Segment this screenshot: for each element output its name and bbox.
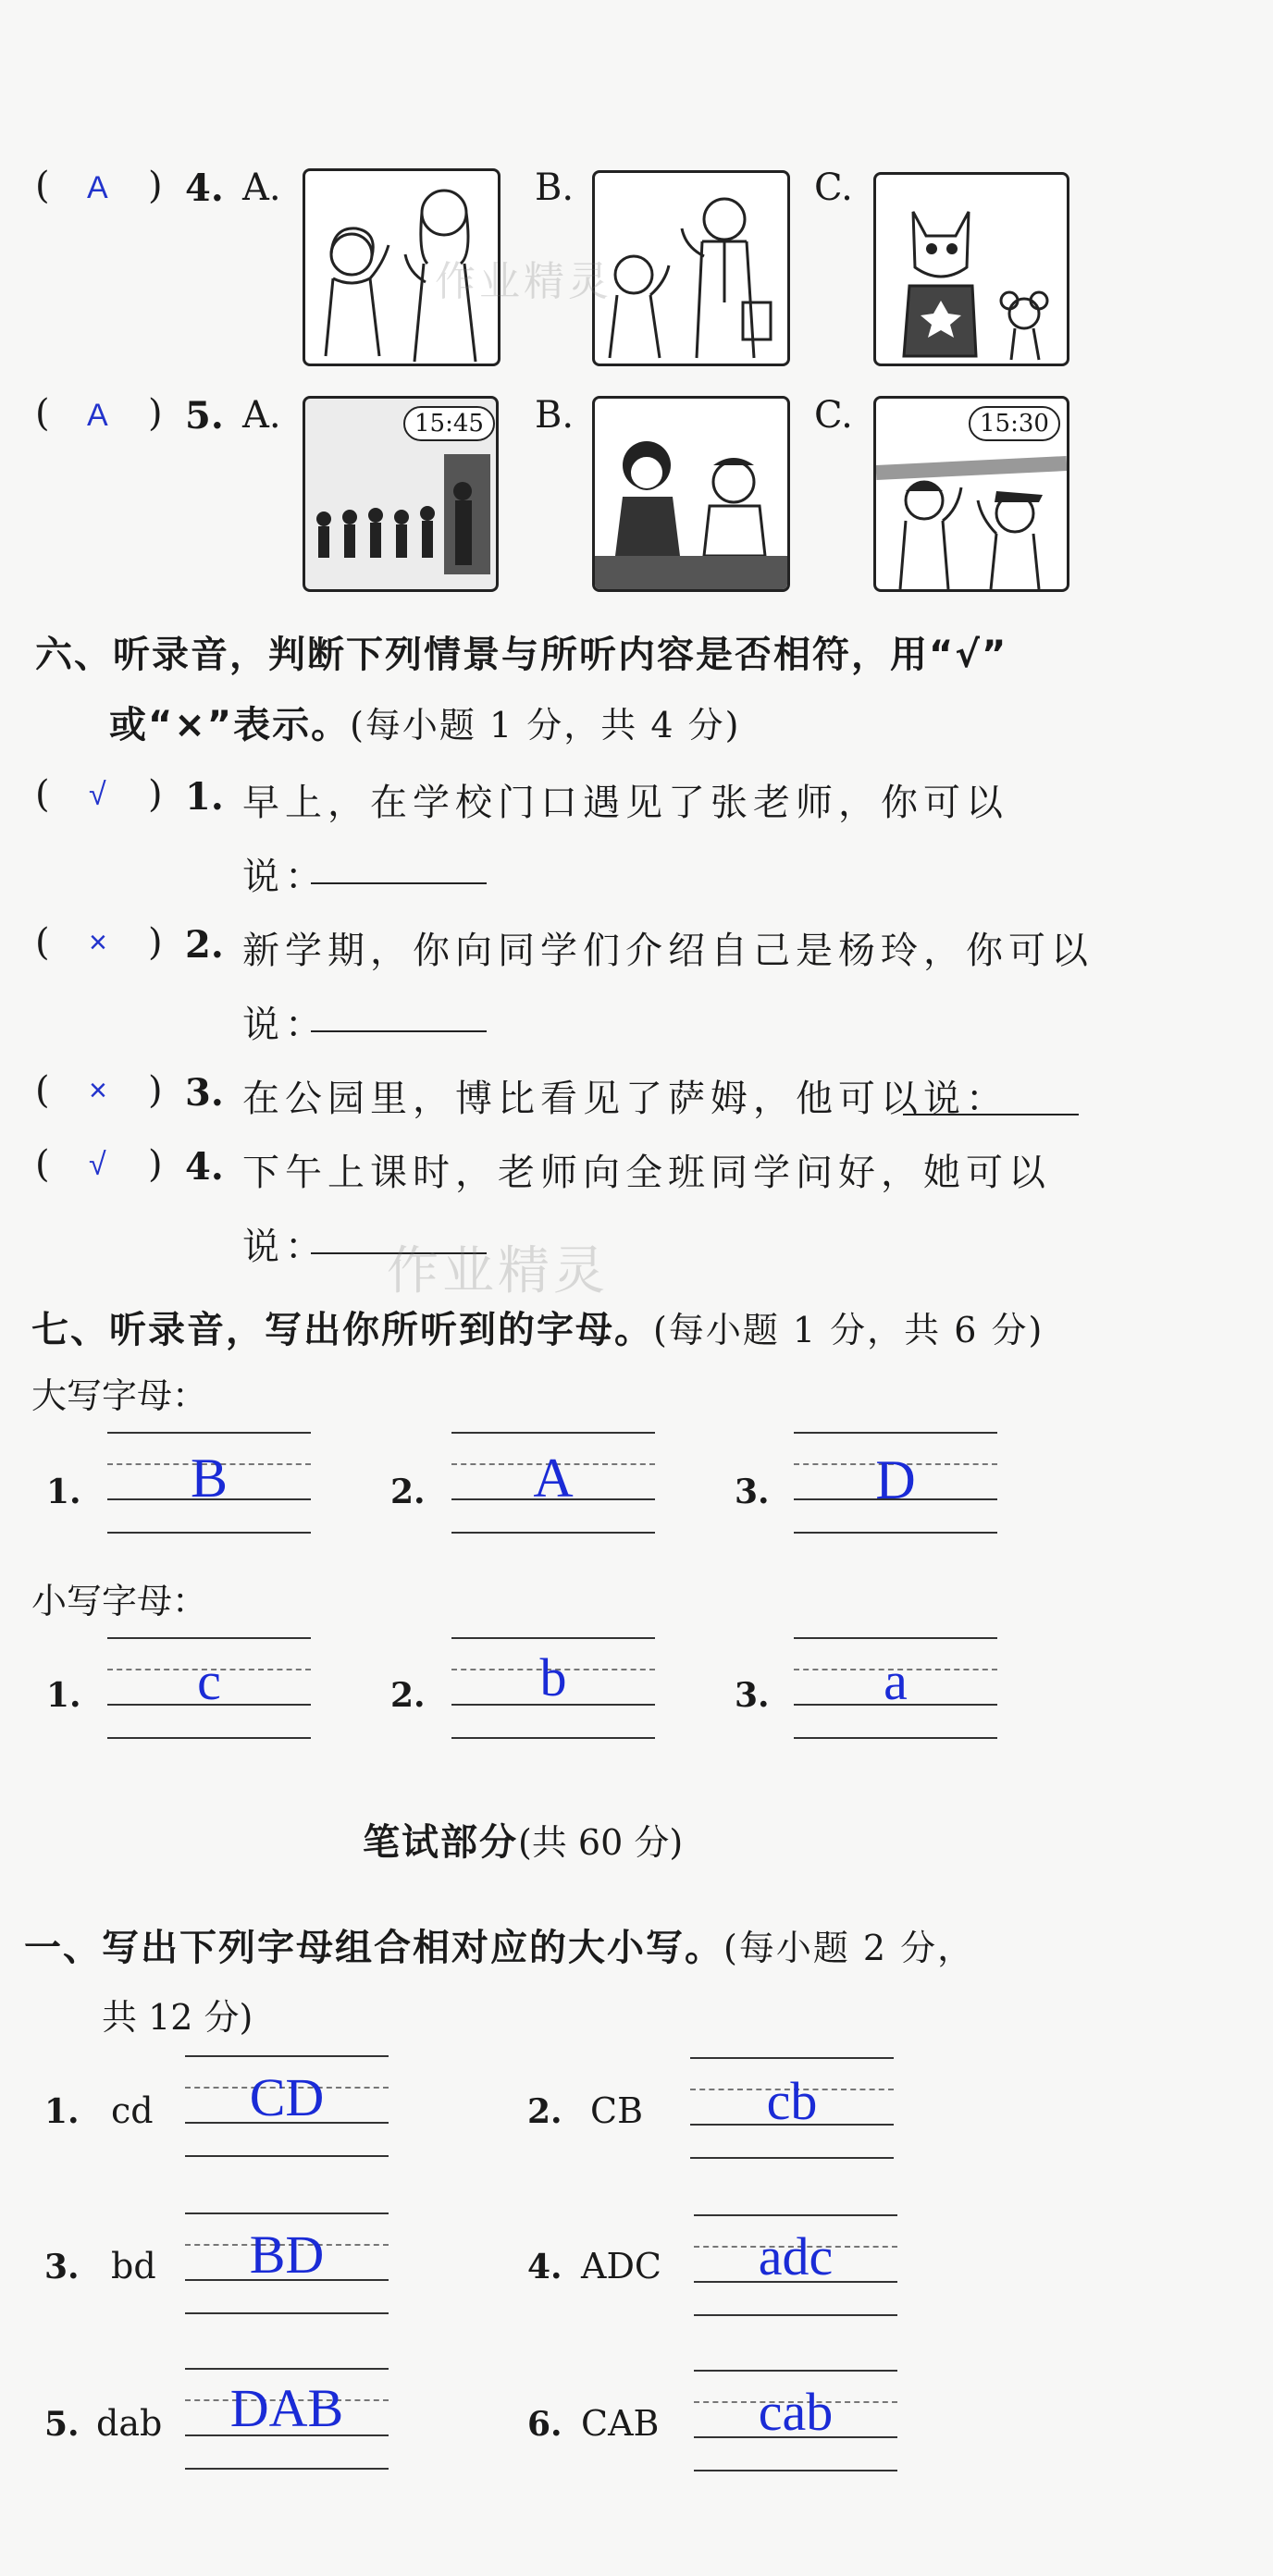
handwritten-answer: cb bbox=[766, 2071, 818, 2131]
writing-lines[interactable] bbox=[694, 2214, 897, 2316]
answer-mark: × bbox=[89, 925, 107, 960]
part1-title-line2: 共 12 分) bbox=[102, 1997, 253, 2038]
writing-lines[interactable] bbox=[690, 2057, 894, 2159]
question-number: 3. bbox=[185, 1071, 224, 1115]
watermark: 作业精灵 bbox=[387, 1241, 609, 1301]
option-a-label: A. bbox=[242, 394, 281, 437]
handwritten-answer: CD bbox=[249, 2067, 325, 2127]
handwritten-answer: BD bbox=[249, 2225, 325, 2285]
answer-mark: √ bbox=[89, 777, 106, 812]
question-number: 4. bbox=[185, 1145, 224, 1189]
handwritten-answer: adc bbox=[758, 2226, 834, 2286]
handwritten-answer: a bbox=[884, 1651, 908, 1711]
item-number: 1. bbox=[46, 1676, 81, 1715]
question-number: 2. bbox=[185, 923, 224, 967]
writing-lines[interactable] bbox=[185, 2368, 389, 2470]
item-number: 3. bbox=[44, 2248, 80, 2286]
handwritten-answer: B bbox=[190, 1448, 229, 1509]
writing-lines[interactable] bbox=[107, 1637, 311, 1739]
writing-lines[interactable] bbox=[794, 1432, 997, 1534]
answer-blank[interactable] bbox=[311, 1030, 487, 1032]
picture-students-at-school bbox=[303, 396, 499, 592]
close-paren: ) bbox=[148, 165, 163, 207]
question-text: 下午上课时，老师向全班同学问好，她可以 bbox=[242, 1152, 1051, 1194]
handwritten-answer: D bbox=[875, 1449, 916, 1510]
option-a-label: A. bbox=[242, 166, 281, 209]
question-text: 新学期，你向同学们介绍自己是杨玲，你可以 bbox=[242, 930, 1094, 972]
watermark: 作业精灵 bbox=[435, 258, 612, 305]
handwritten-answer: c bbox=[197, 1651, 221, 1711]
writing-lines[interactable] bbox=[451, 1432, 655, 1534]
section7-title: 七、听录音，写出你所听到的字母。(每小题 1 分，共 6 分) bbox=[31, 1309, 1044, 1351]
handwritten-answer: b bbox=[539, 1647, 567, 1707]
section6-title: 六、听录音，判断下列情景与所听内容是否相符，用“√” bbox=[35, 634, 1008, 676]
answer-mark: × bbox=[89, 1073, 107, 1108]
question-text: 早上，在学校门口遇见了张老师，你可以 bbox=[242, 782, 1008, 824]
writing-lines[interactable] bbox=[794, 1637, 997, 1739]
item-number: 6. bbox=[527, 2405, 562, 2444]
uppercase-label: 大写字母： bbox=[31, 1375, 208, 1416]
close-paren: ) bbox=[148, 392, 163, 435]
question-number: 1. bbox=[185, 775, 224, 819]
answer-blank[interactable] bbox=[903, 1114, 1079, 1115]
handwritten-answer: A bbox=[533, 1448, 574, 1509]
clock-label: 15:30 bbox=[969, 406, 1060, 441]
picture-two-boys-waving bbox=[873, 396, 1069, 592]
written-part-heading: 笔试部分(共 60 分) bbox=[363, 1821, 684, 1864]
part1-title: 一、写出下列字母组合相对应的大小写。(每小题 2 分， bbox=[24, 1927, 975, 1969]
question-number: 4. bbox=[185, 166, 224, 210]
item-number: 5. bbox=[44, 2405, 80, 2444]
picture-girl-and-man bbox=[592, 170, 790, 366]
handwritten-answer: cab bbox=[758, 2382, 834, 2442]
item-number: 3. bbox=[735, 1473, 770, 1511]
question-text-line2: 说： bbox=[242, 1226, 328, 1268]
writing-lines[interactable] bbox=[107, 1432, 311, 1534]
picture-two-pupils-at-desk bbox=[592, 396, 790, 592]
option-b-label: B. bbox=[535, 394, 575, 437]
answer-mark: √ bbox=[89, 1147, 106, 1182]
item-prompt: CAB bbox=[581, 2403, 660, 2444]
item-prompt: CB bbox=[590, 2090, 643, 2131]
item-prompt: cd bbox=[111, 2090, 154, 2131]
open-paren: ( bbox=[35, 165, 50, 207]
item-number: 3. bbox=[735, 1676, 770, 1715]
writing-lines[interactable] bbox=[694, 2370, 897, 2471]
item-number: 2. bbox=[390, 1473, 426, 1511]
item-number: 4. bbox=[527, 2248, 562, 2286]
item-number: 2. bbox=[527, 2092, 562, 2131]
question-text-line2: 说： bbox=[242, 856, 328, 898]
question-number: 5. bbox=[185, 394, 224, 438]
option-c-label: C. bbox=[814, 166, 853, 209]
question-text-line2: 说： bbox=[242, 1004, 328, 1046]
question-text: 在公园里，博比看见了萨姆，他可以说： bbox=[242, 1078, 1008, 1120]
item-prompt: bd bbox=[111, 2246, 156, 2286]
clock-label: 15:45 bbox=[403, 406, 495, 441]
answer-blank[interactable] bbox=[311, 882, 487, 884]
option-b-label: B. bbox=[535, 166, 575, 209]
item-number: 2. bbox=[390, 1676, 426, 1715]
handwritten-answer: DAB bbox=[229, 2378, 344, 2438]
item-number: 1. bbox=[44, 2092, 80, 2131]
picture-cat-and-mouse bbox=[873, 172, 1069, 366]
writing-lines[interactable] bbox=[451, 1637, 655, 1739]
answer-mark: A bbox=[87, 170, 108, 205]
open-paren: ( bbox=[35, 392, 50, 435]
answer-mark: A bbox=[87, 398, 108, 433]
item-prompt: ADC bbox=[581, 2246, 661, 2286]
writing-lines[interactable] bbox=[185, 2055, 389, 2157]
item-number: 1. bbox=[46, 1473, 81, 1511]
option-c-label: C. bbox=[814, 394, 853, 437]
writing-lines[interactable] bbox=[185, 2212, 389, 2314]
section6-title-line2: 或“×”表示。(每小题 1 分，共 4 分) bbox=[109, 704, 741, 746]
lowercase-label: 小写字母： bbox=[31, 1581, 208, 1621]
item-prompt: dab bbox=[96, 2403, 163, 2444]
